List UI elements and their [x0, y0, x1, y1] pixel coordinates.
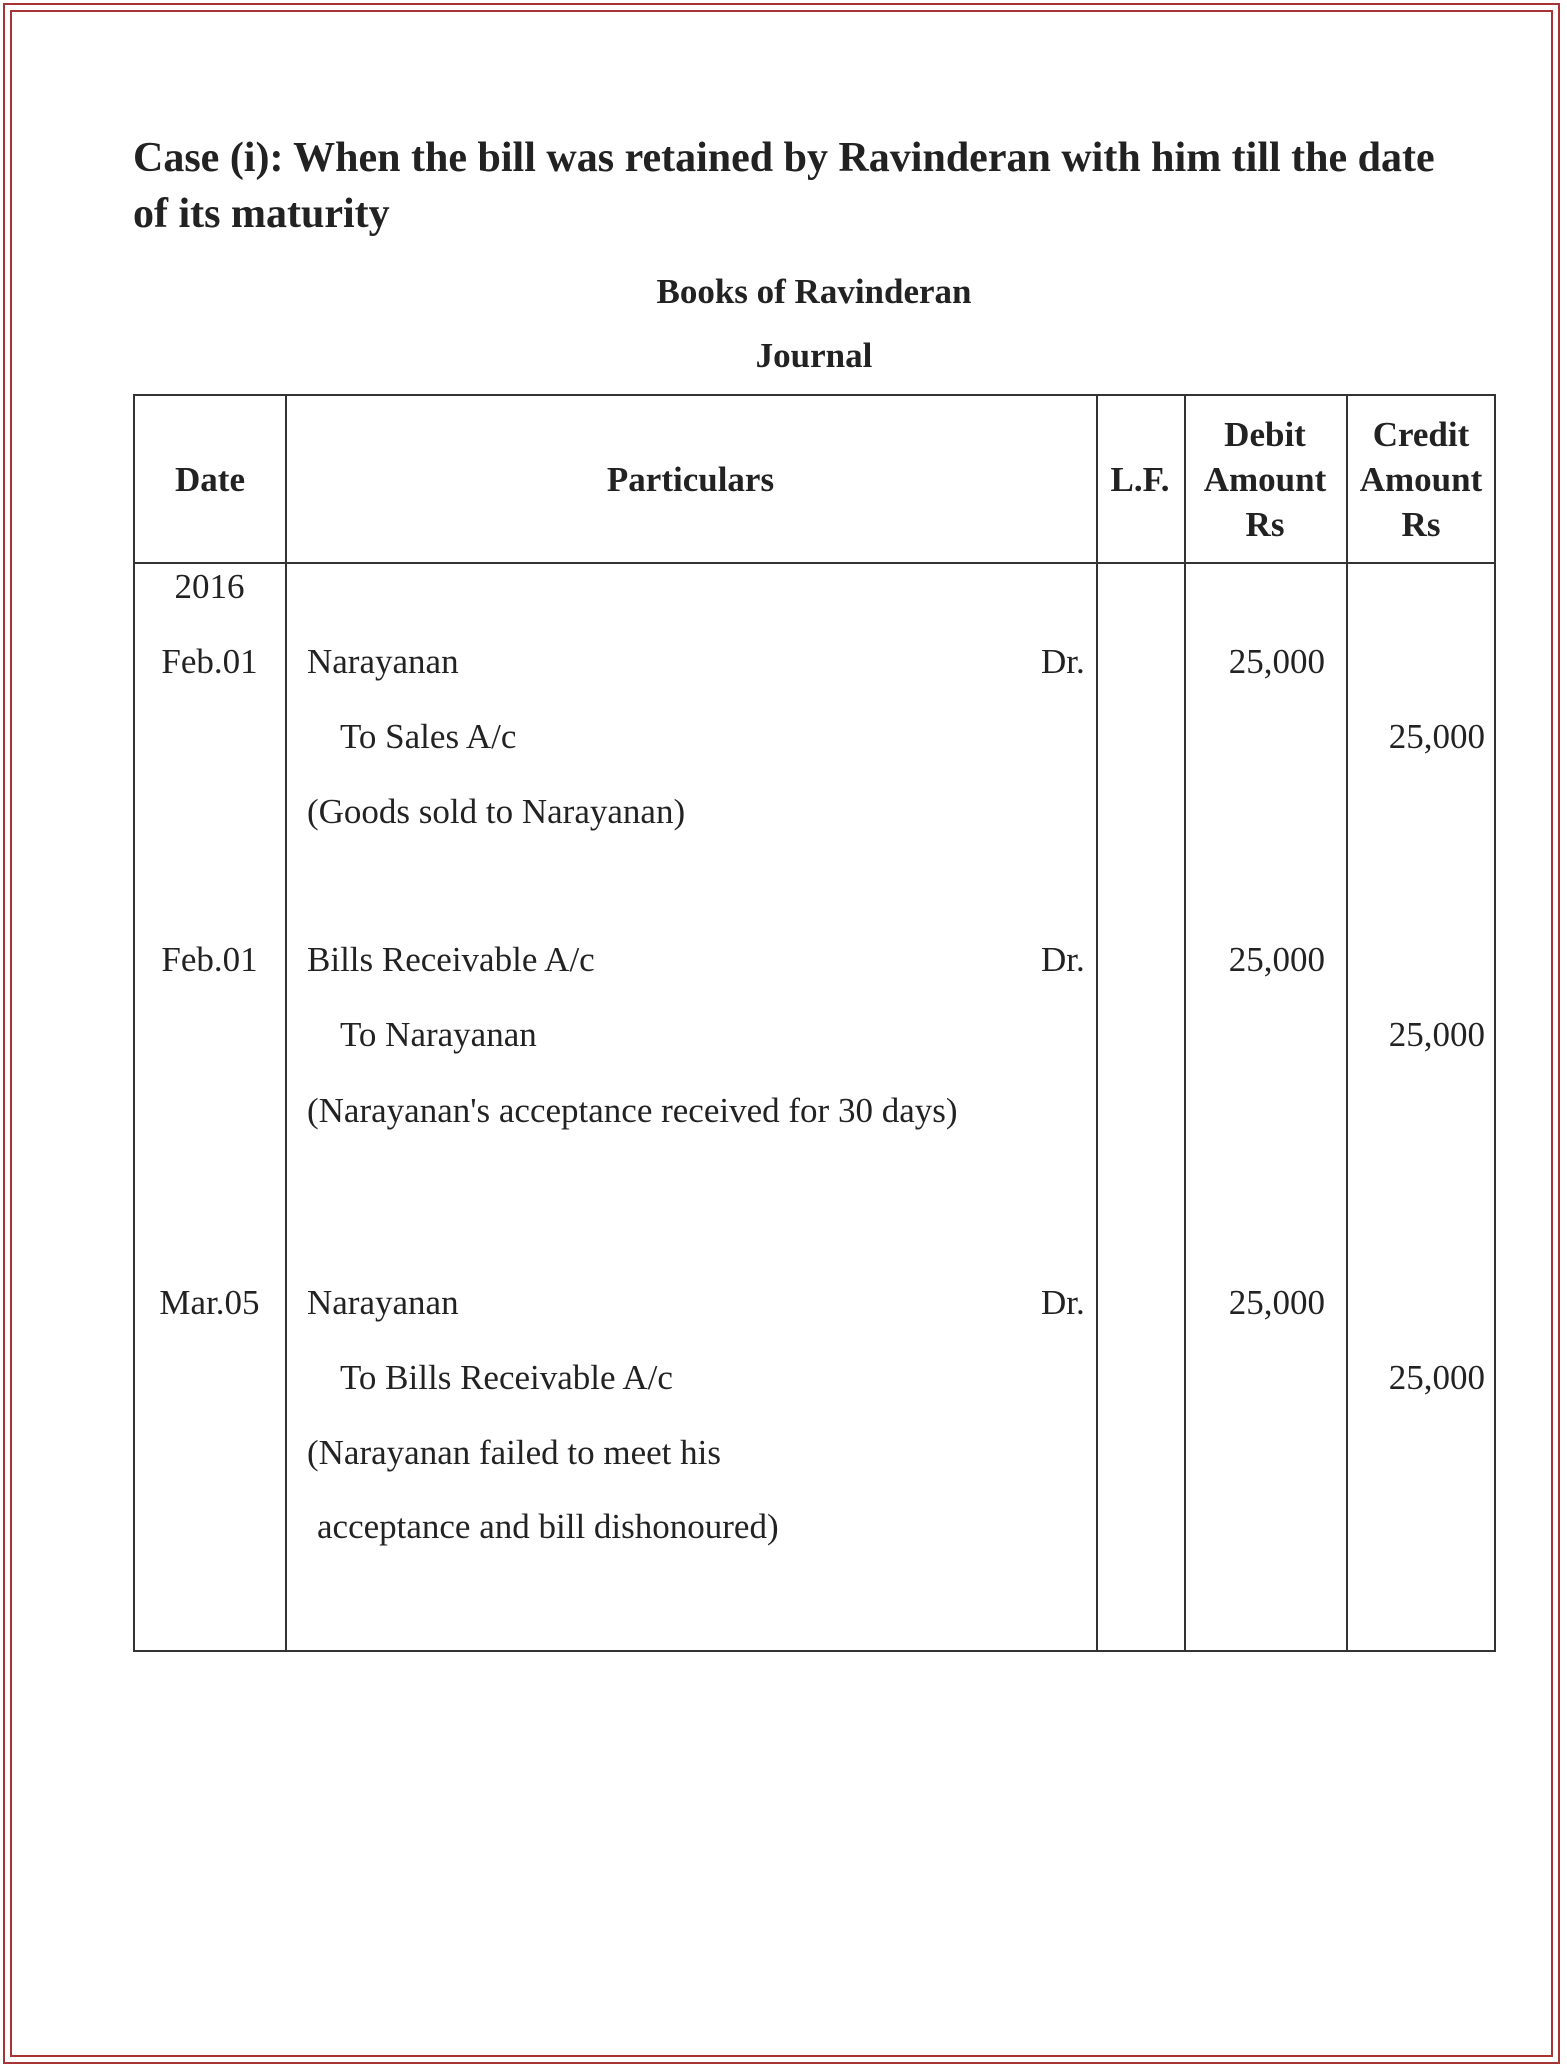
credit-amount: 25,000 [1388, 1358, 1485, 1397]
header-credit-line1: Credit [1372, 414, 1470, 454]
narration: (Narayanan's acceptance received for 30 days) [307, 1091, 958, 1130]
header-divider [135, 562, 1494, 564]
dr-marker: Dr. [1041, 940, 1085, 979]
debit-amount: 25,000 [1228, 642, 1325, 681]
journal-title: Journal [755, 336, 873, 375]
credit-amount: 25,000 [1388, 1015, 1485, 1054]
journal-table [133, 394, 1496, 1652]
credit-account: To Narayanan [340, 1015, 537, 1054]
debit-account: Bills Receivable A/c [307, 940, 595, 979]
year: 2016 [174, 567, 245, 606]
header-lf: L.F. [1110, 459, 1170, 499]
debit-account: Narayanan [307, 642, 459, 681]
debit-amount: 25,000 [1228, 1283, 1325, 1322]
column-divider [285, 396, 287, 1650]
header-debit-line2: Amount [1203, 459, 1327, 499]
entry-date: Feb.01 [161, 642, 258, 681]
entry-date: Mar.05 [159, 1283, 260, 1322]
narration-line2: acceptance and bill dishonoured) [317, 1507, 779, 1546]
credit-account: To Bills Receivable A/c [340, 1358, 673, 1397]
narration: (Goods sold to Narayanan) [307, 792, 686, 831]
credit-amount: 25,000 [1388, 717, 1485, 756]
column-divider [1096, 396, 1098, 1650]
header-debit-line3: Rs [1245, 504, 1285, 544]
header-credit-amount [1346, 396, 1496, 562]
header-debit-amount [1184, 396, 1346, 562]
case-heading: Case (i): When the bill was retained by Ravinderan with him till the date of its maturity [133, 135, 1435, 237]
narration-line1: (Narayanan failed to meet his [307, 1433, 721, 1472]
header-credit-line3: Rs [1401, 504, 1441, 544]
books-title: Books of Ravinderan [656, 272, 972, 311]
debit-amount: 25,000 [1228, 940, 1325, 979]
debit-account: Narayanan [307, 1283, 459, 1322]
header-date: Date [175, 459, 245, 499]
entry-date: Feb.01 [161, 940, 258, 979]
dr-marker: Dr. [1041, 642, 1085, 681]
column-divider [1184, 396, 1186, 1650]
header-particulars: Particulars [606, 459, 775, 499]
dr-marker: Dr. [1041, 1283, 1085, 1322]
header-debit-line1: Debit [1224, 414, 1306, 454]
credit-account: To Sales A/c [340, 717, 517, 756]
header-credit-line2: Amount [1359, 459, 1483, 499]
